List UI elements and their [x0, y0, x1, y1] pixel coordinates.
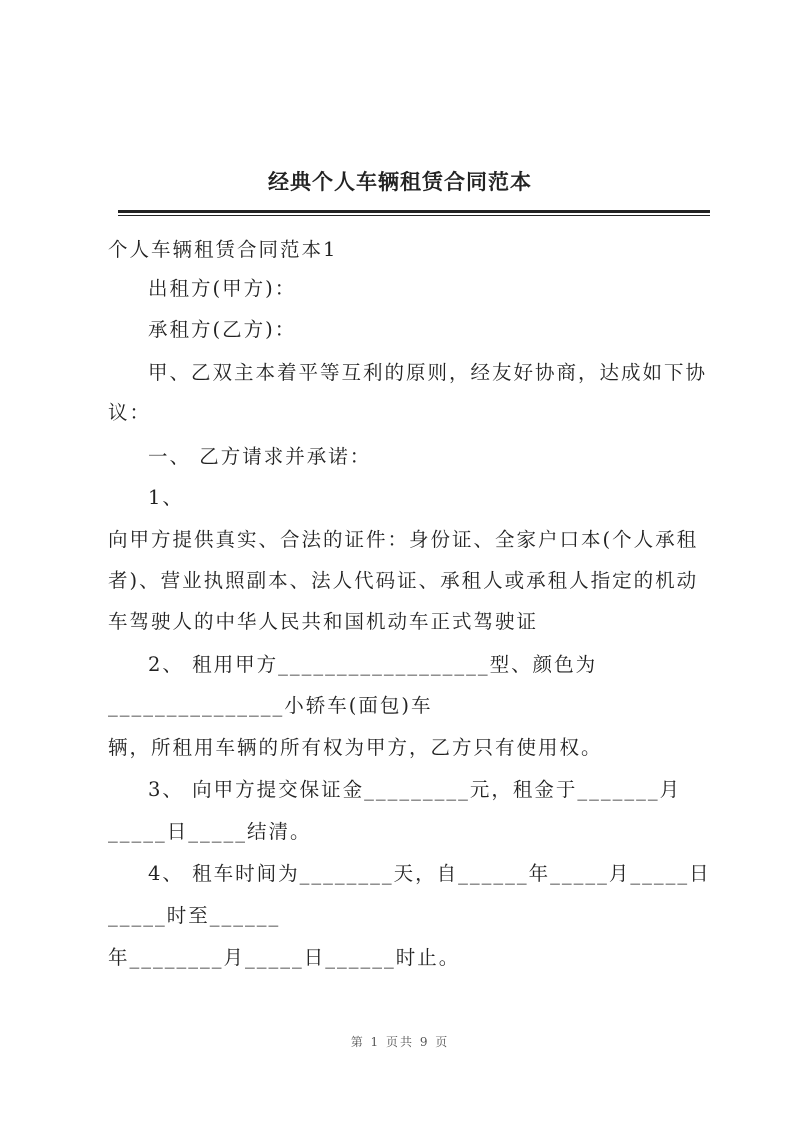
body-line-item-4-end: 年________月_____日______时止。: [108, 946, 461, 969]
document-title: 经典个人车辆租赁合同范本: [268, 169, 532, 194]
body-line-item-2-cont: _______________小轿车(面包)车: [108, 694, 433, 717]
body-line-lessee: 承租方(乙方)：: [148, 318, 297, 341]
body-line-item-4: 4、 租车时间为________天，自______年_____月_____日: [148, 862, 711, 885]
body-line-item-1-text-b: 者)、营业执照副本、法人代码证、承租人或承租人指定的机动: [108, 569, 699, 592]
page-footer: 第 1 页共 9 页: [350, 1035, 450, 1049]
body-line-section-1: 一、 乙方请求并承诺：: [148, 445, 372, 468]
body-line-item-1: 1、: [148, 486, 184, 509]
body-line-heading: 个人车辆租赁合同范本1: [108, 238, 338, 261]
body-line-preamble: 甲、乙双主本着平等互利的原则，经友好协商，达成如下协: [148, 361, 708, 384]
body-line-preamble-cont: 议：: [108, 401, 152, 424]
title-rule-thin: [118, 215, 710, 216]
body-line-item-4-cont: _____时至______: [108, 904, 281, 927]
body-line-item-2: 2、 租用甲方__________________型、颜色为: [148, 653, 598, 676]
body-line-item-3-cont: _____日_____结清。: [108, 820, 312, 843]
title-rule-thick: [118, 210, 710, 213]
body-line-item-3: 3、 向甲方提交保证金_________元，租金于_______月: [148, 778, 682, 801]
body-line-lessor: 出租方(甲方)：: [148, 277, 297, 300]
body-line-item-1-text-a: 向甲方提供真实、合法的证件：身份证、全家户口本(个人承租: [108, 528, 699, 551]
body-line-item-1-text-c: 车驾驶人的中华人民共和国机动车正式驾驶证: [108, 610, 539, 633]
body-line-item-2-end: 辆，所租用车辆的所有权为甲方，乙方只有使用权。: [108, 736, 603, 759]
